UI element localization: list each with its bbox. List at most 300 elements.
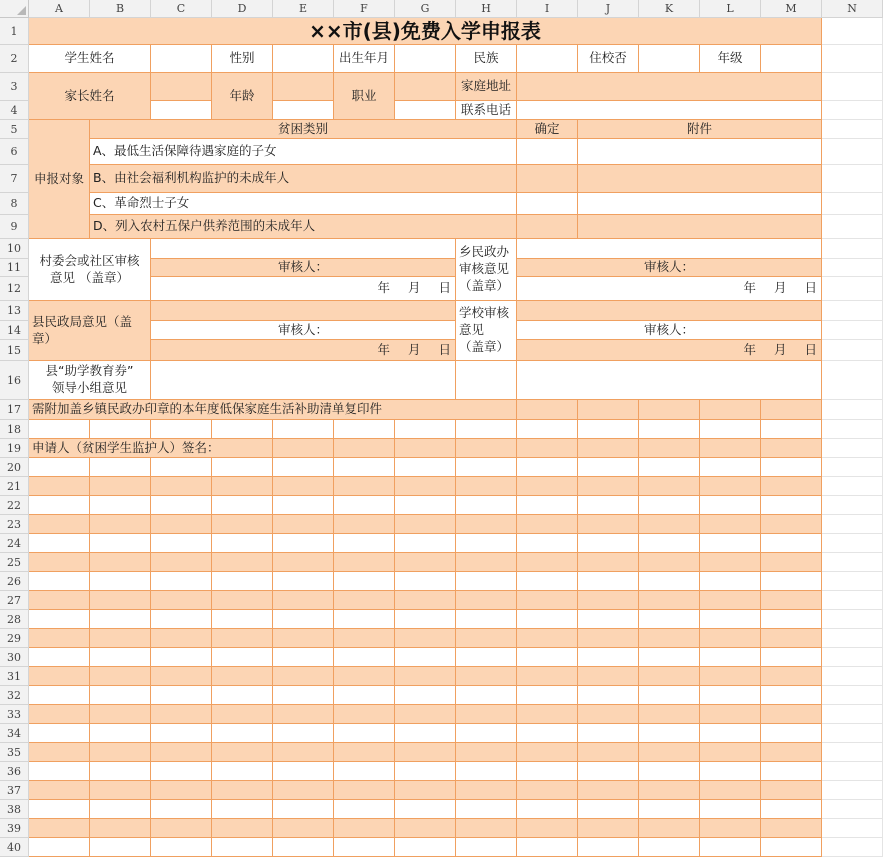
grid-cell[interactable] — [517, 819, 578, 838]
grid-cell[interactable] — [456, 819, 517, 838]
category-b[interactable]: B、由社会福利机构监护的未成年人 — [90, 165, 517, 193]
grid-cell[interactable] — [578, 400, 639, 420]
grid-cell[interactable] — [517, 781, 578, 800]
grid-cell[interactable] — [334, 724, 395, 743]
grid-cell[interactable] — [761, 439, 822, 458]
grid-cell[interactable] — [639, 819, 700, 838]
phone-input[interactable] — [517, 101, 822, 120]
column-header-d[interactable]: D — [212, 0, 273, 18]
grid-cell[interactable] — [212, 648, 273, 667]
row-header-20[interactable]: 20 — [0, 458, 29, 477]
grid-cell[interactable] — [273, 553, 334, 572]
column-header-c[interactable]: C — [151, 0, 212, 18]
category-c[interactable]: C、革命烈士子女 — [90, 193, 517, 215]
grid-cell[interactable] — [700, 686, 761, 705]
grid-cell[interactable] — [578, 743, 639, 762]
poverty-category-header[interactable]: 贫困类别 — [90, 120, 517, 139]
grid-cell[interactable] — [517, 515, 578, 534]
grid-cell[interactable] — [273, 648, 334, 667]
grid-cell[interactable] — [29, 781, 90, 800]
grid-cell[interactable] — [761, 420, 822, 439]
grid-cell[interactable] — [517, 629, 578, 648]
grid-cell[interactable] — [273, 477, 334, 496]
grid-cell[interactable] — [151, 477, 212, 496]
grid-cell[interactable] — [212, 553, 273, 572]
grid-cell[interactable] — [90, 477, 151, 496]
grid-cell[interactable] — [639, 477, 700, 496]
grid-cell[interactable] — [395, 800, 456, 819]
grid-cell[interactable] — [456, 629, 517, 648]
grid-cell[interactable] — [456, 800, 517, 819]
grid-cell[interactable] — [334, 819, 395, 838]
grid-cell[interactable] — [517, 800, 578, 819]
grid-cell[interactable] — [456, 648, 517, 667]
student-name-label[interactable]: 学生姓名 — [29, 45, 151, 73]
grid-cell[interactable] — [395, 610, 456, 629]
parent-name-input-1[interactable] — [151, 73, 212, 101]
grid-cell[interactable] — [761, 553, 822, 572]
column-header-b[interactable]: B — [90, 0, 151, 18]
row-header-16[interactable]: 16 — [0, 361, 29, 400]
grid-cell[interactable] — [334, 534, 395, 553]
grid-cell[interactable] — [90, 838, 151, 857]
grid-cell[interactable] — [456, 477, 517, 496]
row-header-6[interactable]: 6 — [0, 139, 29, 165]
occupation-input-2[interactable] — [395, 101, 456, 120]
grid-cell[interactable] — [334, 572, 395, 591]
grid-cell[interactable] — [29, 629, 90, 648]
parent-name-label[interactable]: 家长姓名 — [29, 73, 151, 120]
grid-cell[interactable] — [273, 705, 334, 724]
grid-cell[interactable] — [395, 420, 456, 439]
grid-cell[interactable] — [29, 420, 90, 439]
grid-cell[interactable] — [273, 534, 334, 553]
column-header-e[interactable]: E — [273, 0, 334, 18]
grid-cell[interactable] — [29, 591, 90, 610]
row-header-9[interactable]: 9 — [0, 215, 29, 239]
grid-cell[interactable] — [517, 743, 578, 762]
grid-cell[interactable] — [90, 819, 151, 838]
occupation-label[interactable]: 职业 — [334, 73, 395, 120]
row-header-40[interactable]: 40 — [0, 838, 29, 857]
row-header-25[interactable]: 25 — [0, 553, 29, 572]
grid-cell[interactable] — [151, 667, 212, 686]
grid-cell[interactable] — [90, 705, 151, 724]
grid-cell[interactable] — [151, 591, 212, 610]
grid-cell[interactable] — [456, 458, 517, 477]
grid-cell[interactable] — [578, 838, 639, 857]
grid-cell[interactable] — [90, 743, 151, 762]
grid-cell[interactable] — [151, 819, 212, 838]
age-input-1[interactable] — [273, 73, 334, 101]
township-date[interactable]: 年 月 日 — [517, 277, 822, 301]
row-header-3[interactable]: 3 — [0, 73, 29, 101]
village-date[interactable]: 年 月 日 — [151, 277, 456, 301]
row-header-39[interactable]: 39 — [0, 819, 29, 838]
county-civil-reviewer[interactable]: 审核人： — [151, 321, 456, 340]
grid-cell[interactable] — [29, 477, 90, 496]
county-civil-date[interactable]: 年 月 日 — [151, 340, 456, 361]
grid-cell[interactable] — [90, 648, 151, 667]
grid-cell[interactable] — [90, 591, 151, 610]
grid-cell[interactable] — [90, 572, 151, 591]
grid-cell[interactable] — [212, 534, 273, 553]
voucher-group-label[interactable]: 县“助学教育券” 领导小组意见 — [29, 361, 151, 400]
boarding-label[interactable]: 住校否 — [578, 45, 639, 73]
grid-cell[interactable] — [700, 534, 761, 553]
grid-cell[interactable] — [395, 648, 456, 667]
column-header-a[interactable]: A — [29, 0, 90, 18]
grid-cell[interactable] — [578, 648, 639, 667]
grid-cell[interactable] — [334, 667, 395, 686]
row-header-38[interactable]: 38 — [0, 800, 29, 819]
grid-cell[interactable] — [273, 515, 334, 534]
grid-cell[interactable] — [212, 420, 273, 439]
grid-cell[interactable] — [212, 762, 273, 781]
grid-cell[interactable] — [517, 477, 578, 496]
grid-cell[interactable] — [273, 572, 334, 591]
attachment-note[interactable]: 需附加盖乡镇民政办印章的本年度低保家庭生活补助清单复印件 — [29, 400, 517, 420]
grid-cell[interactable] — [700, 591, 761, 610]
county-civil-opinion-label[interactable]: 县民政局意见（盖 章） — [29, 301, 151, 361]
apply-target-label[interactable]: 申报对象 — [29, 120, 90, 239]
grid-cell[interactable] — [761, 572, 822, 591]
grid-cell[interactable] — [212, 629, 273, 648]
grid-cell[interactable] — [395, 553, 456, 572]
grid-cell[interactable] — [395, 686, 456, 705]
grid-cell[interactable] — [578, 496, 639, 515]
grid-cell[interactable] — [29, 705, 90, 724]
grid-cell[interactable] — [456, 496, 517, 515]
grid-cell[interactable] — [273, 819, 334, 838]
grid-cell[interactable] — [395, 515, 456, 534]
grid-cell[interactable] — [395, 838, 456, 857]
grid-cell[interactable] — [761, 743, 822, 762]
grid-cell[interactable] — [334, 420, 395, 439]
birth-label[interactable]: 出生年月 — [334, 45, 395, 73]
grid-cell[interactable] — [761, 667, 822, 686]
grid-cell[interactable] — [334, 591, 395, 610]
grid-cell[interactable] — [395, 439, 456, 458]
grid-cell[interactable] — [700, 477, 761, 496]
township-opinion-label[interactable]: 乡民政办 审核意见 （盖章） — [456, 239, 517, 301]
attachment-b[interactable] — [578, 165, 822, 193]
grid-cell[interactable] — [395, 819, 456, 838]
grid-cell[interactable] — [578, 477, 639, 496]
column-header-l[interactable]: L — [700, 0, 761, 18]
grid-cell[interactable] — [90, 534, 151, 553]
boarding-input[interactable] — [639, 45, 700, 73]
grid-cell[interactable] — [212, 515, 273, 534]
grid-cell[interactable] — [334, 762, 395, 781]
birth-input[interactable] — [395, 45, 456, 73]
grid-cell[interactable] — [578, 458, 639, 477]
grid-cell[interactable] — [517, 686, 578, 705]
grid-cell[interactable] — [151, 553, 212, 572]
row-header-23[interactable]: 23 — [0, 515, 29, 534]
grid-cell[interactable] — [761, 629, 822, 648]
grid-cell[interactable] — [90, 420, 151, 439]
grid-cell[interactable] — [212, 610, 273, 629]
row-header-12[interactable]: 12 — [0, 277, 29, 301]
column-header-j[interactable]: J — [578, 0, 639, 18]
grid-cell[interactable] — [578, 515, 639, 534]
grid-cell[interactable] — [700, 496, 761, 515]
grid-cell[interactable] — [212, 819, 273, 838]
grid-cell[interactable] — [578, 819, 639, 838]
grid-cell[interactable] — [700, 819, 761, 838]
grid-cell[interactable] — [639, 458, 700, 477]
grid-cell[interactable] — [212, 705, 273, 724]
row-header-24[interactable]: 24 — [0, 534, 29, 553]
row-header-19[interactable]: 19 — [0, 439, 29, 458]
category-a[interactable]: A、最低生活保障待遇家庭的子女 — [90, 139, 517, 165]
row-header-15[interactable]: 15 — [0, 340, 29, 361]
column-header-k[interactable]: K — [639, 0, 700, 18]
grid-cell[interactable] — [151, 534, 212, 553]
grid-cell[interactable] — [334, 800, 395, 819]
parent-name-input-2[interactable] — [151, 101, 212, 120]
ethnicity-label[interactable]: 民族 — [456, 45, 517, 73]
grid-cell[interactable] — [395, 458, 456, 477]
row-header-5[interactable]: 5 — [0, 120, 29, 139]
row-header-30[interactable]: 30 — [0, 648, 29, 667]
grid-cell[interactable] — [517, 400, 578, 420]
grid-cell[interactable] — [395, 667, 456, 686]
row-header-37[interactable]: 37 — [0, 781, 29, 800]
grid-cell[interactable] — [212, 743, 273, 762]
grid-cell[interactable] — [29, 610, 90, 629]
grid-cell[interactable] — [456, 591, 517, 610]
grid-cell[interactable] — [273, 762, 334, 781]
grid-cell[interactable] — [212, 591, 273, 610]
grid-cell[interactable] — [578, 610, 639, 629]
grid-cell[interactable] — [639, 705, 700, 724]
confirm-d[interactable] — [517, 215, 578, 239]
township-reviewer[interactable]: 审核人： — [517, 259, 822, 277]
grid-cell[interactable] — [456, 534, 517, 553]
grid-cell[interactable] — [334, 838, 395, 857]
attachment-header[interactable]: 附件 — [578, 120, 822, 139]
grid-cell[interactable] — [639, 534, 700, 553]
grid-cell[interactable] — [517, 838, 578, 857]
grid-cell[interactable] — [456, 610, 517, 629]
row-header-29[interactable]: 29 — [0, 629, 29, 648]
select-all-corner[interactable] — [0, 0, 29, 18]
grid-cell[interactable] — [273, 591, 334, 610]
grid-cell[interactable] — [273, 496, 334, 515]
row-header-17[interactable]: 17 — [0, 400, 29, 420]
age-label[interactable]: 年龄 — [212, 73, 273, 120]
grid-cell[interactable] — [578, 667, 639, 686]
grid-cell[interactable] — [212, 477, 273, 496]
grade-label[interactable]: 年级 — [700, 45, 761, 73]
grid-cell[interactable] — [517, 439, 578, 458]
grid-cell[interactable] — [761, 781, 822, 800]
grid-cell[interactable] — [151, 420, 212, 439]
grid-cell[interactable] — [578, 591, 639, 610]
grid-cell[interactable] — [273, 458, 334, 477]
grid-cell[interactable] — [700, 667, 761, 686]
grid-cell[interactable] — [90, 515, 151, 534]
grid-cell[interactable] — [151, 496, 212, 515]
grid-cell[interactable] — [700, 648, 761, 667]
row-header-32[interactable]: 32 — [0, 686, 29, 705]
grid-cell[interactable] — [151, 686, 212, 705]
grid-cell[interactable] — [29, 686, 90, 705]
grid-cell[interactable] — [151, 610, 212, 629]
county-civil-opinion-input[interactable] — [151, 301, 456, 321]
school-opinion-input[interactable] — [517, 301, 822, 321]
grid-cell[interactable] — [456, 420, 517, 439]
row-header-35[interactable]: 35 — [0, 743, 29, 762]
grid-cell[interactable] — [517, 762, 578, 781]
grid-cell[interactable] — [761, 496, 822, 515]
grid-cell[interactable] — [29, 743, 90, 762]
grid-cell[interactable] — [639, 439, 700, 458]
grid-cell[interactable] — [90, 629, 151, 648]
grid-cell[interactable] — [761, 762, 822, 781]
grid-cell[interactable] — [29, 667, 90, 686]
school-date[interactable]: 年 月 日 — [517, 340, 822, 361]
grid-cell[interactable] — [90, 667, 151, 686]
grid-cell[interactable] — [761, 458, 822, 477]
grid-cell[interactable] — [212, 724, 273, 743]
grid-cell[interactable] — [29, 762, 90, 781]
address-input[interactable] — [517, 73, 822, 101]
grid-cell[interactable] — [151, 705, 212, 724]
phone-label[interactable]: 联系电话 — [456, 101, 517, 120]
grid-cell[interactable] — [273, 629, 334, 648]
grid-cell[interactable] — [273, 724, 334, 743]
row-header-34[interactable]: 34 — [0, 724, 29, 743]
grid-cell[interactable] — [334, 496, 395, 515]
grid-cell[interactable] — [761, 591, 822, 610]
grid-cell[interactable] — [151, 629, 212, 648]
grid-cell[interactable] — [700, 458, 761, 477]
grid-cell[interactable] — [151, 648, 212, 667]
grid-cell[interactable] — [212, 458, 273, 477]
grid-cell[interactable] — [151, 781, 212, 800]
grid-cell[interactable] — [212, 572, 273, 591]
grid-cell[interactable] — [700, 705, 761, 724]
grid-cell[interactable] — [334, 553, 395, 572]
column-header-i[interactable]: I — [517, 0, 578, 18]
grid-cell[interactable] — [395, 724, 456, 743]
grid-cell[interactable] — [517, 458, 578, 477]
row-header-11[interactable]: 11 — [0, 259, 29, 277]
grid-cell[interactable] — [456, 705, 517, 724]
grid-cell[interactable] — [395, 534, 456, 553]
school-reviewer[interactable]: 审核人： — [517, 321, 822, 340]
grid-cell[interactable] — [29, 838, 90, 857]
grid-cell[interactable] — [395, 629, 456, 648]
grid-cell[interactable] — [29, 496, 90, 515]
grid-cell[interactable] — [517, 591, 578, 610]
village-opinion-input[interactable] — [151, 239, 456, 259]
grid-cell[interactable] — [700, 800, 761, 819]
grid-cell[interactable] — [639, 591, 700, 610]
grid-cell[interactable] — [273, 838, 334, 857]
row-header-27[interactable]: 27 — [0, 591, 29, 610]
row-header-31[interactable]: 31 — [0, 667, 29, 686]
grade-input[interactable] — [761, 45, 822, 73]
grid-cell[interactable] — [578, 705, 639, 724]
grid-cell[interactable] — [29, 800, 90, 819]
row-header-36[interactable]: 36 — [0, 762, 29, 781]
column-header-f[interactable]: F — [334, 0, 395, 18]
grid-cell[interactable] — [639, 553, 700, 572]
grid-cell[interactable] — [761, 400, 822, 420]
row-header-21[interactable]: 21 — [0, 477, 29, 496]
grid-cell[interactable] — [639, 743, 700, 762]
grid-cell[interactable] — [273, 743, 334, 762]
grid-cell[interactable] — [639, 781, 700, 800]
grid-cell[interactable] — [578, 439, 639, 458]
grid-cell[interactable] — [90, 553, 151, 572]
voucher-right-input[interactable] — [517, 361, 822, 400]
grid-cell[interactable] — [517, 667, 578, 686]
grid-cell[interactable] — [90, 800, 151, 819]
attachment-c[interactable] — [578, 193, 822, 215]
row-header-7[interactable]: 7 — [0, 165, 29, 193]
grid-cell[interactable] — [334, 477, 395, 496]
grid-cell[interactable] — [29, 572, 90, 591]
row-header-4[interactable]: 4 — [0, 101, 29, 120]
grid-cell[interactable] — [334, 458, 395, 477]
grid-cell[interactable] — [151, 800, 212, 819]
row-header-22[interactable]: 22 — [0, 496, 29, 515]
grid-cell[interactable] — [273, 800, 334, 819]
grid-cell[interactable] — [212, 800, 273, 819]
grid-cell[interactable] — [456, 572, 517, 591]
row-header-2[interactable]: 2 — [0, 45, 29, 73]
applicant-signature-label[interactable]: 申请人（贫困学生监护人）签名： — [29, 439, 273, 458]
form-title[interactable]: ××市(县)免费入学申报表 — [29, 18, 822, 45]
grid-cell[interactable] — [456, 667, 517, 686]
voucher-spacer[interactable] — [456, 361, 517, 400]
grid-cell[interactable] — [90, 496, 151, 515]
grid-cell[interactable] — [517, 610, 578, 629]
grid-cell[interactable] — [29, 724, 90, 743]
grid-cell[interactable] — [517, 705, 578, 724]
grid-cell[interactable] — [151, 743, 212, 762]
grid-cell[interactable] — [334, 686, 395, 705]
grid-cell[interactable] — [395, 705, 456, 724]
grid-cell[interactable] — [517, 420, 578, 439]
grid-cell[interactable] — [395, 781, 456, 800]
grid-cell[interactable] — [334, 705, 395, 724]
student-name-input[interactable] — [151, 45, 212, 73]
grid-cell[interactable] — [151, 724, 212, 743]
grid-cell[interactable] — [639, 838, 700, 857]
grid-cell[interactable] — [761, 819, 822, 838]
attachment-a[interactable] — [578, 139, 822, 165]
grid-cell[interactable] — [90, 686, 151, 705]
grid-cell[interactable] — [334, 439, 395, 458]
grid-cell[interactable] — [29, 648, 90, 667]
grid-cell[interactable] — [29, 553, 90, 572]
grid-cell[interactable] — [456, 515, 517, 534]
row-header-8[interactable]: 8 — [0, 193, 29, 215]
row-header-18[interactable]: 18 — [0, 420, 29, 439]
grid-cell[interactable] — [456, 553, 517, 572]
grid-cell[interactable] — [700, 553, 761, 572]
grid-cell[interactable] — [90, 724, 151, 743]
grid-cell[interactable] — [761, 610, 822, 629]
grid-cell[interactable] — [90, 458, 151, 477]
grid-cell[interactable] — [29, 534, 90, 553]
